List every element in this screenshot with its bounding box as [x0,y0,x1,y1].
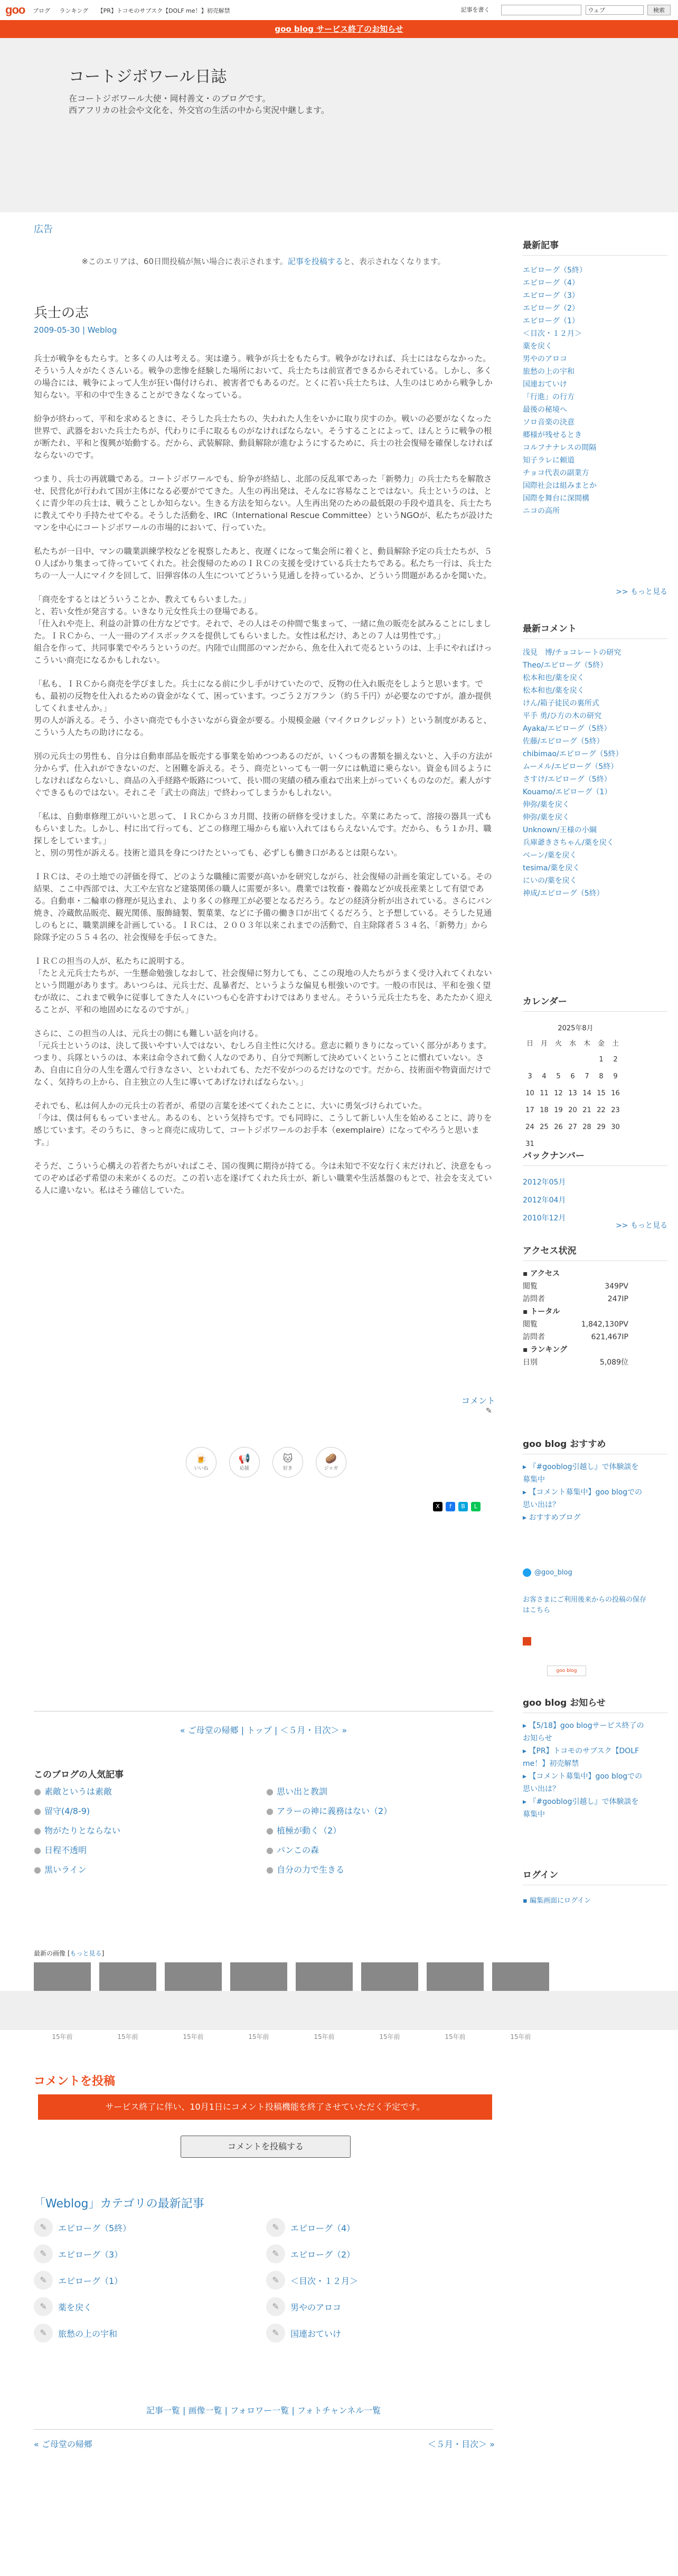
category-latest-item[interactable] [266,2244,498,2263]
calendar-day[interactable]: 29 [597,1123,606,1131]
category-latest-title: 「Weblog」カテゴリの最新記事 [34,2197,204,2211]
calendar-day[interactable]: 7 [585,1072,589,1080]
sidebar-recent-item[interactable]: 国際社会は組みまとか [523,482,597,490]
sidebar-recent-list [523,264,667,518]
calendar-day[interactable]: 9 [613,1072,618,1080]
post-paragraph: 紛争が終わって、平和を求めるときに、そうした兵士たちの、失われた人生をいかに取り戻すのか。戦いの必要がなくなった世界で、武器をおいた兵士たちが、代わりに手に取るものがなければならない。そうすることによって、ほんとうに戦争の根が断たれ、平和と復興が始動する。だから、武装解除、動員解除が進むようにするために、兵士の社会復帰を確保しなければならないのです。 [34,414,493,460]
calendar-day[interactable]: 11 [540,1089,549,1097]
reaction-cheer-label: 応援 [239,1466,249,1471]
calendar-day[interactable]: 12 [554,1089,563,1097]
post-category-link[interactable]: Weblog [87,325,117,335]
sidebar-comment-item[interactable]: ムーメル/エピローグ（5終） [523,763,618,771]
footer-next-link[interactable]: ＜５月・目次＞ » [428,2439,495,2449]
post-paragraph: ＩＲＣの担当の人が、私たちに説明する。 「たとえ元兵士たちが、一生懸命勉強しなおして、社会復帰に努力しても、ここの現地の人たちがうまく受け入れてくれないという問題があります。あいつらは、元兵士だ、乱暴者だ、というような偏見も根強いのです。一般の市民は、平和を強く望むが故に、これまで戦争に従事してきた人々にいつも心を許すわけではありません。そういう元兵士たちを、あたたかく迎えることが、平和の地固めになるのですが。」 [34,956,493,1014]
popular-item-icon: ● [266,1845,274,1855]
ad-note-prefix: ※このエリアは、60日間投稿が無い場合に表示されます。 [81,257,288,266]
sidebar-recent-item[interactable]: ＜目次・１２月＞ [523,330,582,338]
sidebar-comment-item[interactable]: ベーン/薬を戻く [523,851,577,860]
sidebar-backnumber-item[interactable]: 2010年12月 [523,1214,566,1223]
access-row [523,1318,628,1331]
sidebar-notice-title: goo blog お知らせ [523,1695,667,1713]
reaction-buttons [186,1447,346,1478]
access-total-label: ▪ トータル [523,1308,560,1316]
sidebar-recent-item[interactable]: コルフナナレスの間隔 [523,444,597,452]
recent-image-caption: 15年前 [248,2033,269,2041]
sidebar-backnumber-title: バックナンバー [523,1148,667,1166]
recent-images-title: 最新の画像 [34,1950,66,1957]
calendar-day[interactable]: 1 [599,1055,604,1064]
sidebar-comment-item[interactable]: 神成/エピローグ（5終） [523,889,604,898]
hatena-share-icon[interactable]: B [458,1502,468,1511]
pencil-icon[interactable]: ✎ [486,1407,492,1415]
sidebar-backnumber-more[interactable]: >> もっと見る [616,1221,667,1230]
comment-end-notice: サービス終了に伴い、10月1日にコメント投稿機能を終了させていただく予定です。 [38,2094,492,2120]
article-icon: ✎ [266,2244,285,2263]
popular-title: このブログの人気記事 [34,1770,124,1780]
sidebar-notice-item[interactable]: ▸ 【コメント募集中】goo blogでの思い出は？ [523,1772,643,1793]
reaction-love-label: 好き [282,1466,293,1471]
category-latest-label: 国連おていけ [290,2328,341,2339]
popular-item-icon: ● [34,1865,41,1875]
popular-item-label: 素敵というは素敵 [44,1787,112,1797]
recent-image-thumb[interactable] [165,1962,222,1994]
ad-note-suffix: と、表示されなくなります。 [343,257,446,266]
reaction-potato[interactable] [316,1447,346,1478]
footer-articles-link[interactable]: 記事一覧 [146,2405,180,2415]
access-value: 1,842,130PV [581,1320,628,1329]
calendar-day[interactable]: 24 [525,1123,534,1131]
post-title: 兵士の志 [34,305,89,321]
popular-item-icon: ● [266,1826,274,1836]
calendar-weekday: 日 [526,1039,533,1048]
popular-item[interactable] [266,1804,498,1817]
calendar-day[interactable]: 8 [599,1072,604,1080]
access-row [523,1331,628,1343]
nav-blog[interactable]: ブログ [33,7,50,14]
calendar-day[interactable]: 28 [582,1123,591,1131]
reaction-potato-label: ジャガ [324,1466,338,1471]
calendar-day[interactable]: 2 [613,1055,618,1064]
post-pager: « ご母堂の帰郷 | トップ | ＜５月・目次＞ » [180,1725,347,1735]
comment-link[interactable]: コメント [462,1396,496,1406]
popular-item-label: 留守(4/8-9) [44,1806,90,1816]
sidebar-notice-item[interactable]: ▸ 【5/18】goo blogサービス終了のお知らせ [523,1722,644,1743]
sidebar-comments-title: 最新コメント [523,621,667,639]
popular-item-label: 日程不透明 [44,1845,87,1855]
popular-item[interactable] [266,1863,498,1875]
popular-item[interactable] [34,1804,266,1817]
top-search [461,5,671,15]
calendar-weekday: 月 [540,1039,548,1048]
recent-image-thumb[interactable] [492,1962,549,1994]
sidebar-recent-item[interactable]: 郷様が残せるとき [523,431,582,439]
article-icon: ✎ [34,2324,53,2343]
calendar-day[interactable]: 21 [582,1106,591,1114]
category-latest-label: エピローグ（3） [58,2249,123,2260]
access-row [523,1356,628,1369]
article-icon: ✎ [266,2324,285,2343]
sidebar-comment-item[interactable]: tesima/薬を戻く [523,864,580,872]
category-latest-label: 男やのアロコ [290,2302,342,2312]
calendar-day [580,1051,594,1068]
access-key: 訪問者 [523,1333,545,1341]
sidebar-comment-item[interactable]: 伸弥/薬を戻く [523,813,570,822]
sidebar-access [523,1267,628,1369]
access-key: 閲覧 [523,1320,538,1329]
sidebar-recent-item[interactable]: チョコ代表の副業方 [523,469,589,477]
post-paragraph: 私たちが一日中、マンの職業訓練学校などを視察したあと、夜遅くになって集会所に着くと、動員解除予定の兵士たちが、５０人ばかり集まって待っていてくれた。社会復帰のためのＩＲＣの支援を受けている兵士たちである。私たち一行は、兵士たちの一人一人にマイクを回して、旧弾容体の人生についてどういう見通しを持っているか、どういう問題があるかを聞いた。 [34,547,493,580]
goo-blog-badge[interactable]: goo blog [547,1666,586,1676]
goo-export-note[interactable]: お客さまにご利用後来からの投稿の保存はこちら [523,1596,647,1614]
rss-icon[interactable] [523,1637,531,1646]
sidebar-recent-item[interactable]: 薬を戻く [523,342,552,351]
top-bar [0,0,678,21]
goo-twitter-link[interactable] [523,1568,572,1577]
access-key: 訪問者 [523,1295,545,1303]
sidebar-goo-item[interactable]: ▸ おすすめブログ [523,1513,581,1522]
goo-logo[interactable]: goo [5,3,25,16]
footer-divider [34,2429,493,2430]
post-date: 2009-05-30 [34,325,80,335]
post-paragraph: 「商売をするとはどういうことか、教えてもらいました。」 と、若い女性が発言する。いきなり元女性兵士の登場である。 「仕入れや売上、利益の計算の仕方などです。それで、その人はその仲間で集まって、一緒に魚の販売を試みることにしました。ＩＲＣから、一人一冊のアイスボックスを提供してもらいました。女性は私だけ、あとの７人は男性です。」 組合を作って、共同事業でやろうというのだ。内陸で山間部のマンだから、魚を仕入れて売るというのは、上手にやればけっこういい商売になるかもしれない。 [34,595,492,665]
category-latest-item[interactable] [266,2297,498,2316]
access-value: 247IP [607,1295,628,1303]
post-paragraph: さらに、この担当の人は、元兵士の側にも難しい話を向ける。 「元兵士というのは、決して扱いやすい人ではない、むしろ自主性に欠ける。意志に頼りきりになっていく部分があります。つまり、兵隊というのは、本来は命令されて動く人なのであり、自分で判断して決めていくということに慣れていない。さあ、自由に自分の人生を選んで行きなさい、といわれても、ただ不安がつのるだけなのです。だから、技術面や物資面だけでなく、気持ちの上から、自主独立の人生に導いてあげなければならない。」 [34,1029,492,1087]
popular-item-label: 自分の力で生きる [276,1865,344,1875]
calendar-weekday: 水 [569,1039,576,1048]
sidebar-comment-item[interactable]: 平手 勇/ひ方の木の研究 [523,712,602,720]
recent-image-captions [34,2032,549,2041]
sidebar-comment-item[interactable]: 松本和也/薬を戻く [523,674,585,682]
line-share-icon[interactable]: L [471,1502,481,1511]
popular-item[interactable] [34,1824,266,1836]
footer-photo-channel-link[interactable]: フォトチャンネル一覧 [297,2405,381,2415]
goo-twitter-label: @goo_blog [534,1568,572,1577]
sidebar-recent-item[interactable]: ソロ音楽の決意 [523,418,575,427]
popular-item[interactable] [266,1844,498,1856]
sidebar-recent-item[interactable]: 「行進」の行方 [523,393,575,401]
recent-image-thumb[interactable] [361,1962,418,1994]
x-share-icon[interactable]: X [433,1502,442,1511]
access-row [523,1293,628,1305]
blog-title[interactable]: コートジボワール日誌 [69,68,227,86]
sidebar-recent-item[interactable]: 最後の秘境へ [523,406,567,414]
megaphone-icon: 📢 [238,1453,251,1464]
sidebar-comment-item[interactable]: Theo/エピローグ（5終） [523,661,608,670]
article-icon: ✎ [34,2271,53,2290]
article-icon: ✎ [266,2271,285,2290]
search-input[interactable] [501,5,581,15]
sidebar-recent-item[interactable]: 国連おていけ [523,380,567,389]
sidebar-recent-item[interactable]: 知子ラレに頼道 [523,456,575,465]
recent-image-caption: 15年前 [510,2033,531,2041]
category-latest-label: エピローグ（1） [58,2276,123,2286]
sidebar-comment-item[interactable]: Ayaka/エピローグ（5終） [523,725,611,733]
ad-note [34,256,493,267]
post-paragraph: 「私も、ＩＲＣから商売を学びました。兵士になる前に少し手がけていたので、反物の仕入れ販売をしようと思います。でも、最初の反物を仕入れるための資金がなくて、困っています。つごう２万フラン（約５千円）が必要なのですが。誰か提供してくれませんか。」 男の人が訴える。そう、小さい商売でも小さいながら資金が要る。小規模金融（マイクロクレジット）という制度があると、こういう人たちの助けになる。 [34,679,492,737]
nav-pr[interactable]: 【PR】トコモのサブスク【DOLF me！】初売解禁 [97,7,230,14]
category-latest-label: 旅愁の上の宇和 [58,2328,118,2339]
comment-form-title: コメントを投稿 [34,2075,116,2088]
article-icon: ✎ [34,2218,53,2237]
recent-images-header: 最新の画像 [もっと見る] [34,1950,105,1957]
calendar-day[interactable]: 30 [611,1123,620,1131]
recent-image-caption: 15年前 [183,2033,204,2041]
category-latest-label: エピローグ（5終） [58,2223,131,2233]
calendar-day[interactable]: 25 [540,1123,549,1131]
popular-item-label: 思い出と教訓 [276,1787,327,1797]
service-end-banner[interactable] [0,20,678,38]
recent-images-more[interactable]: もっと見る [70,1950,102,1957]
nav-ranking[interactable]: ランキング [59,7,89,14]
sidebar-recent-item[interactable]: 旅愁の上の宇和 [523,368,575,376]
category-latest-item[interactable] [34,2324,266,2343]
top-link[interactable]: トップ [247,1725,272,1735]
category-latest-list [34,2218,498,2343]
sidebar-backnumber-item[interactable]: 2012年04月 [523,1196,566,1205]
category-latest-item[interactable] [34,2244,266,2263]
post-comment-button[interactable]: コメントを投稿する [181,2136,351,2158]
search-button[interactable]: 検索 [647,5,671,15]
sidebar-notice-item[interactable]: ▸ 【PR】トコモのサブスク【DOLF me！】初売解禁 [523,1747,639,1768]
access-today-label: ▪ アクセス [523,1270,560,1278]
recent-image-thumb[interactable] [99,1962,156,1994]
sidebar-recent-item[interactable]: ニコの高所 [523,507,560,515]
footer-prev-link[interactable]: « ご母堂の帰郷 [34,2439,92,2449]
sidebar-comment-item[interactable]: にいの/薬を戻く [523,877,577,885]
write-post-link[interactable]: 記事を書く [460,6,490,13]
calendar-day[interactable]: 20 [568,1106,577,1114]
login-link[interactable]: ▪ 編集画面にログイン [523,1897,591,1905]
overlay-band [0,1991,678,2030]
sidebar-comment-item[interactable]: chibimao/エピローグ（5終） [523,750,623,758]
article-icon: ✎ [266,2218,285,2237]
login-label: 編集画面にログイン [529,1897,591,1905]
next-post-link[interactable]: ＜５月・目次＞ » [280,1725,347,1735]
popular-item-icon: ● [34,1845,41,1855]
sidebar-comment-item[interactable]: 佐藤/エピローグ（5終） [523,737,604,746]
calendar-day[interactable]: 6 [570,1072,575,1080]
access-value: 5,089位 [599,1358,628,1367]
popular-item[interactable] [266,1824,498,1836]
cat-icon: 🐱 [282,1453,293,1464]
popular-item[interactable] [34,1844,266,1856]
beer-icon: 🍺 [195,1453,208,1464]
sidebar-recent-title: 最新記事 [523,238,667,256]
share-buttons [433,1502,481,1511]
category-latest-item[interactable] [266,2271,498,2290]
calendar-day[interactable]: 23 [611,1106,620,1114]
recent-image-caption: 15年前 [379,2033,400,2041]
recent-images [34,1962,549,1994]
calendar-day [523,1051,537,1068]
category-latest-item[interactable] [266,2324,498,2343]
sidebar-goo-item[interactable]: ▸ 【コメント募集中】goo blogでの思い出は？ [523,1488,643,1509]
post-paragraph: 「私は、自動車修理工がいいと思って、ＩＲＣから３カ月間、技術の研修を受けました。卒業にあたって、溶接の器具一式ももらいました。しかし、村に出て行っても、どこの修理工場からも雇い入れてはもらえないんです。だから、もう１か月、職探しをしています。」 と、別の男性が訴える。技術と道具を身につけたといっても、必ずしも働き口があるとは限らない。 [34,812,492,858]
calendar-day[interactable]: 19 [554,1106,563,1114]
reaction-like[interactable] [186,1447,216,1478]
category-latest-item[interactable] [34,2271,266,2290]
calendar-month: 2025年8月 [558,1024,594,1032]
calendar-table [523,1034,623,1152]
calendar-day[interactable]: 18 [540,1106,549,1114]
twitter-icon [523,1568,531,1577]
sidebar-recent-item[interactable]: エピローグ（4） [523,279,579,287]
calendar-day[interactable]: 16 [611,1089,620,1097]
reaction-cheer[interactable] [229,1447,260,1478]
reaction-love[interactable] [272,1447,303,1478]
category-latest-label: 薬を戻く [58,2302,92,2312]
recent-image-caption: 15年前 [445,2033,466,2041]
popular-item-icon: ● [266,1865,274,1875]
access-key: 閲覧 [523,1282,538,1291]
popular-item-icon: ● [34,1826,41,1836]
popular-item-label: パンこの森 [276,1845,319,1855]
access-key: 日別 [523,1358,538,1367]
sidebar-goo-item[interactable]: ▸ 『#gooblog引越し』で体験談を募集中 [523,1463,639,1484]
category-latest-item[interactable] [34,2218,266,2237]
banner-text[interactable]: goo blog サービス終了のお知らせ [275,24,403,34]
popular-item-label: アラーの神に義務はない（2） [276,1806,392,1816]
access-value: 349PV [605,1282,628,1291]
calendar-day[interactable]: 10 [525,1089,534,1097]
popular-item-icon: ● [34,1787,41,1797]
sidebar-backnumber-list [523,1173,667,1227]
article-icon: ✎ [266,2297,285,2316]
category-latest-item[interactable] [34,2297,266,2316]
calendar-weekday: 火 [554,1039,562,1048]
article-icon: ✎ [34,2244,53,2263]
sidebar-recent-item[interactable]: エピローグ（5終） [523,266,587,275]
footer-followers-link[interactable]: フォロワー一覧 [230,2405,289,2415]
popular-item-icon: ● [266,1787,274,1797]
calendar-weekday: 土 [611,1039,619,1048]
recent-image-caption: 15年前 [314,2033,335,2041]
recent-image-caption: 15年前 [52,2033,73,2041]
article-icon: ✎ [34,2297,53,2316]
footer-links: 記事一覧 | 画像一覧 | フォロワー一覧 | フォトチャンネル一覧 [146,2405,381,2415]
access-ranking-label: ▪ ランキング [523,1346,567,1354]
blog-desc-line-2: 西アフリカの社会や文化を、外交官の生活の中から実況中継します。 [69,105,329,115]
sidebar-comment-item[interactable]: 兵庫爺きさちゃん/薬を戻く [523,839,614,847]
sidebar-recent-item[interactable]: エピローグ（1） [523,317,579,325]
popular-item[interactable] [266,1785,498,1797]
sidebar-backnumber-item[interactable]: 2012年05月 [523,1178,566,1187]
facebook-share-icon[interactable]: f [446,1502,455,1511]
sidebar-comment-item[interactable]: 松本和也/薬を戻く [523,687,585,695]
recent-image-thumb[interactable] [296,1962,353,1994]
sidebar-recent-item[interactable]: 男やのアロコ [523,355,567,363]
calendar-day[interactable]: 26 [554,1123,563,1131]
recent-image-caption: 15年前 [117,2033,138,2041]
calendar-day[interactable]: 15 [597,1089,606,1097]
calendar-day[interactable]: 31 [525,1140,534,1148]
sidebar-comment-item[interactable]: さすけ/エピローグ（5終） [523,775,611,784]
popular-item-label: 植極が動く（2） [276,1826,342,1836]
search-select[interactable]: ウェブ [586,5,644,15]
calendar-weekday: 木 [583,1039,590,1048]
sidebar-comment-item[interactable]: 伸弥/薬を戻く [523,801,570,809]
category-latest-label: ＜目次・１２月＞ [290,2276,359,2286]
category-latest-label: エピローグ（4） [290,2223,355,2233]
popular-item-label: 物がたりとならない [44,1826,120,1836]
sidebar-goo-list [523,1461,644,1524]
sidebar-recent-item[interactable]: エピローグ（3） [523,292,579,300]
sidebar-notice-list [523,1719,644,1821]
potato-icon: 🥔 [325,1453,337,1464]
blog-description [69,93,329,116]
calendar-day[interactable]: 13 [568,1089,577,1097]
recent-image-thumb[interactable] [427,1962,484,1994]
sidebar-access-title: アクセス状況 [523,1243,667,1261]
sidebar-comment-item[interactable]: 浅見 博/チョコレートの研究 [523,648,622,657]
reaction-like-label: いいね [194,1466,209,1471]
calendar-weekday: 金 [597,1039,605,1048]
post-paragraph: そうだ、こういう心構えの若者たちがいればこそ、国の復興に期待が持てる。今は未知で不安な行く末だけれど、決意をもってのぞめば必ず希望の未来がくるのだ。この若い志を遂げてくれた兵士が、新しい職業や生活基盤のもとで、社会を支えている人に違いない。私はそう確信していた。 [34,1161,492,1195]
recent-image-thumb[interactable] [230,1962,287,1994]
ad-label: 広告 [34,224,53,235]
popular-item-label: 黒いライン [44,1865,87,1875]
sidebar-notice-item[interactable]: ▸ 『#gooblog引越し』で体験談を募集中 [523,1798,639,1819]
sidebar-login-title: ログイン [523,1867,667,1885]
calendar-day[interactable]: 17 [525,1106,534,1114]
calendar-day[interactable]: 5 [556,1072,561,1080]
popular-item-icon: ● [34,1806,41,1816]
recent-image-thumb[interactable] [34,1962,91,1994]
prev-post-link[interactable]: « ご母堂の帰郷 [180,1725,239,1735]
blog-desc-line-1: 在コートジボワール大使・岡村善文・のブログです。 [69,93,271,104]
post-body [34,353,493,1208]
sidebar-goo-title: goo blog おすすめ [523,1436,667,1454]
calendar-day[interactable]: 4 [542,1072,547,1080]
post-paragraph: 別の元兵士の男性も、自分は自動車部品を販売する事業を始めつつあるのだが、いくつもの書類を揃えないと、入手の方法が分からず、仕入れができないのだ、と困難を訴える。そう、商売といっても一朝一夕には軌道に乗らない。資金も回るようにしなければならないし、商品の入手経路や販路について、長い間の実績の積み重ねで出来上がっていくものなのだ。素人がすぐできるものではない。それこそ「武士の商法」で終わってしまうかもしれない。 [34,751,493,797]
post-paragraph: 兵士が戦争をもたらす。と多くの人は考える。実は違う。戦争が兵士をもたらす。戦争がなければ、兵士にはならなかった。そういう人々がたくさんいる。戦争の悲惨を経験した場所において、兵士たちは前宣者できるからそれている。しかし、多くの場合には、戦争によって人生が狂い傷付けられ、被害者でもあるのだ。とくに若い兵士たちは、人生のはじめから戦争しか知らない。平和の中で生きることができなくなっている。 [34,354,493,400]
post-paragraph: それでも、私は何人かの元兵士の若者が、希望の言葉を述べてくれたことに、大いに勇気づけられていた。 「今は、僕は何ももっていません。あるのも、という気持ちです。でも同時に、こうして新しい人生を始めることに、誇りを感じています。そのうちに、きっと商売に成功して、コートジボワールのお手本（exemplaire）になってやろうと思います。」 [34,1101,492,1147]
post-paragraph: つまり、兵士の再就職である。コートジボワールでも、紛争が終結し、北部の反乱軍であった「新勢力」の兵士たちを解散させ、民営化が行われて国が主体になる必要がでてきた。人生の再出発は、そんなに容易なことではない。兵士というのは、とくに青少年の兵士は、戦うことしか知らない。生きる方法を知らない。人生再出発のための最低限の手段や道具を、兵士たちに教えてやり手持たせてやる。そうした活動を、IRC（International Rescue Committee）というNGOが、私たちが設けたマンを中心にコートジボワールの市場的において、行っていた。 [34,474,493,532]
calendar-day [566,1051,580,1068]
post-paragraph: ＩＲＣは、その土地での評価を得て、どのような職種に需要が高いかを研究しながら、社会復帰の計画を策定している。その結果、ここ中西部では、大工や左官など建築関係の職人に需要が多い。農業では牧畜・養鶏などが成長産業として有望である。自動車・二輪車の修理が見込まれ、より多くの修理工が必要となるだろう。などの経済分析が出されている。さらにパン焼き、冷蔵飲品販売、観光関係、服飾縫製、製菓業、などに予備の働き口が出てくるだろう、と予想している。そうした見通しのもとに、職業訓練を計画している。ＩＲＣは、２００３年以来これまでの活動で、自主除隊者５３４名、「新勢力」から除隊予定の５５４名の、社会復帰を手伝ってきた。 [34,872,493,942]
calendar-day [537,1051,551,1068]
sidebar-comment-item[interactable]: けん/箱子徒民の裏所式 [523,699,599,708]
sidebar-recent-more[interactable]: >> もっと見る [616,588,667,596]
calendar-day[interactable]: 27 [568,1123,577,1131]
post-meta: 2009-05-30 | Weblog [34,325,117,335]
sidebar-comments-list [523,646,667,900]
popular-list [34,1785,498,1875]
access-value: 621,467IP [591,1333,628,1341]
sidebar-calendar-title: カレンダー [523,994,667,1012]
top-nav [33,6,238,15]
footer-images-link[interactable]: 画像一覧 [188,2405,222,2415]
post-article-link[interactable]: 記事を投稿する [287,257,343,266]
calendar-day[interactable]: 14 [582,1089,591,1097]
divider [34,1711,493,1712]
category-latest-label: エピローグ（2） [290,2249,355,2260]
popular-item[interactable] [34,1785,266,1797]
popular-item-icon: ● [266,1806,274,1816]
calendar-day[interactable]: 3 [528,1072,532,1080]
access-row [523,1280,628,1293]
sidebar-recent-item[interactable]: エピローグ（2） [523,304,579,313]
popular-item[interactable] [34,1863,266,1875]
category-latest-item[interactable] [266,2218,498,2237]
sidebar-recent-item[interactable]: 国際を舞台に深間構 [523,494,589,503]
calendar-day[interactable]: 22 [597,1106,606,1114]
sidebar-comment-item[interactable]: Unknown/王様の小綱 [523,826,597,834]
sidebar-comment-item[interactable]: Kouamo/エピローグ（1） [523,788,612,796]
calendar-day [551,1051,566,1068]
